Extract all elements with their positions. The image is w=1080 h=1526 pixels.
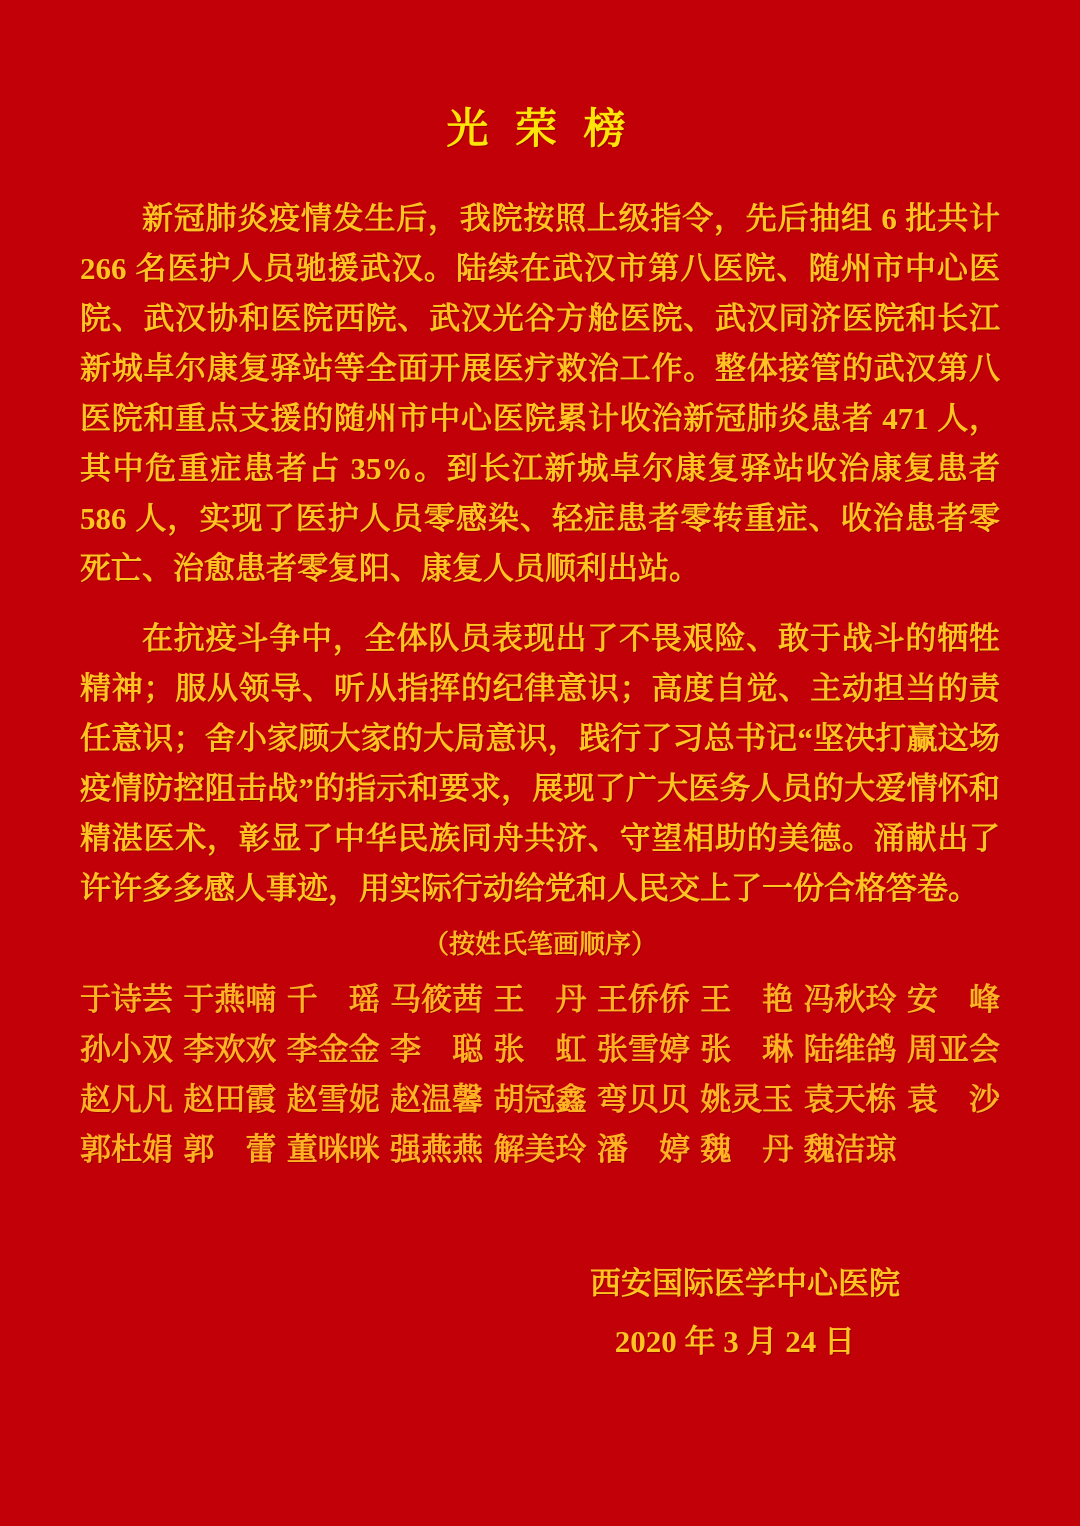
person-name: 陆维鸽 — [803, 1032, 897, 1067]
sort-order-note: （按姓氏笔画顺序） — [422, 930, 657, 959]
person-name: 赵温馨 — [390, 1082, 484, 1117]
person-name: 弯贝贝 — [596, 1082, 690, 1117]
person-name: 潘 婷 — [596, 1132, 690, 1167]
person-name: 郭 蕾 — [183, 1132, 277, 1167]
person-name: 赵田霞 — [183, 1082, 277, 1117]
person-name: 解美玲 — [493, 1132, 587, 1167]
person-name: 王 丹 — [493, 982, 587, 1017]
poster-title: 光 荣 榜 — [446, 107, 634, 153]
person-name: 魏 丹 — [700, 1132, 794, 1167]
paragraph-mission-summary: 新冠肺炎疫情发生后，我院按照上级指令，先后抽组 6 批共计 266 名医护人员驰援武汉。陆续在武汉市第八医院、随州市中心医院、武汉协和医院西院、武汉光谷方舱医院、武汉同济医院和长江新城卓尔康复驿站等全面开展医疗救治工作。整体接管的武汉第八医院和重点支援的随州市中心医院累计收治新冠肺炎患者 471 人，其中危重症患者占 35%。到长江新城卓尔康复驿站收治康复患者 586 人，实现了医护人员零感染、轻症患者零转重症、收治患者零死亡、治愈患者零复阳、康复人员顺利出站。 — [80, 201, 1000, 586]
person-name: 赵凡凡 — [80, 1082, 173, 1117]
roster-row — [80, 1025, 1000, 1075]
name-roster — [80, 975, 1000, 1175]
person-name: 强燕燕 — [390, 1132, 484, 1167]
person-name: 袁天栋 — [803, 1082, 897, 1117]
person-name: 胡冠鑫 — [493, 1082, 587, 1117]
person-name: 周亚会 — [907, 1032, 1000, 1067]
person-name: 千 瑶 — [286, 982, 380, 1017]
person-name: 王侨侨 — [596, 982, 690, 1017]
person-name: 安 峰 — [907, 982, 1000, 1017]
person-name: 李金金 — [286, 1032, 380, 1067]
person-name: 孙小双 — [80, 1032, 173, 1067]
person-name: 于诗芸 — [80, 982, 173, 1017]
issue-date: 2020 年 3 月 24 日 — [614, 1324, 855, 1359]
person-name: 李 聪 — [390, 1032, 484, 1067]
paragraph-commendation: 在抗疫斗争中，全体队员表现出了不畏艰险、敢于战斗的牺牲精神；服从领导、听从指挥的纪律意识；高度自觉、主动担当的责任意识；舍小家顾大家的大局意识，践行了习总书记“坚决打赢这场疫情防控阻击战”的指示和要求，展现了广大医务人员的大爱情怀和精湛医术，彰显了中华民族同舟共济、守望相助的美德。涌献出了许许多多感人事迹，用实际行动给党和人民交上了一份合格答卷。 — [80, 621, 1000, 906]
roster-row — [80, 975, 1000, 1025]
body-paragraphs — [80, 194, 1000, 914]
person-name: 张雪婷 — [596, 1032, 690, 1067]
person-name: 马筱茜 — [390, 982, 484, 1017]
person-name: 冯秋玲 — [803, 982, 897, 1017]
person-name: 袁 沙 — [907, 1082, 1000, 1117]
person-name: 于燕喃 — [183, 982, 277, 1017]
person-name: 郭杜娟 — [80, 1132, 173, 1167]
roster-row — [80, 1125, 1000, 1175]
person-name: 姚灵玉 — [700, 1082, 794, 1117]
person-name: 赵雪妮 — [286, 1082, 380, 1117]
person-name: 董咪咪 — [286, 1132, 380, 1167]
person-name: 魏洁琼 — [803, 1132, 897, 1167]
closing-block — [80, 1262, 1000, 1364]
person-name: 张 虹 — [493, 1032, 587, 1067]
issuing-hospital-signature: 西安国际医学中心医院 — [590, 1266, 900, 1301]
person-name: 李欢欢 — [183, 1032, 277, 1067]
roster-row — [80, 1075, 1000, 1125]
person-name: 张 琳 — [700, 1032, 794, 1067]
person-name: 王 艳 — [700, 982, 794, 1017]
